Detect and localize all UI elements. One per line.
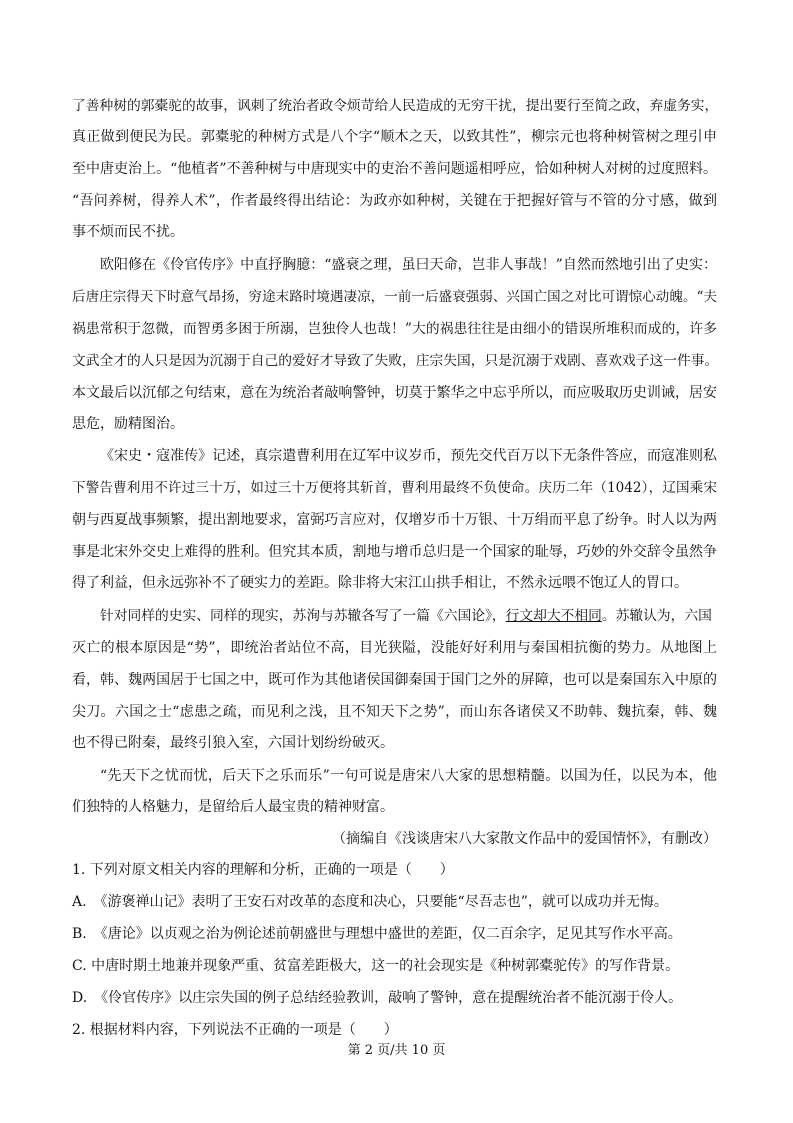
text-line: 尖刀。六国之士“虑患之疏，而见利之浅，且不知天下之势”，而山东各诸侯又不助韩、魏抗秦，韩、魏 xyxy=(72,704,717,720)
text-line: 至中唐吏治上。“他植者”不善种树与中唐现实中的吏治不善问题遥相呼应，恰如种树人对树的过度照料。 xyxy=(72,161,717,177)
text-line: 得了利益，但永远弥补不了硬实力的差距。除非将大宋江山拱手相让，不然永远喂不饱辽人的胃口。 xyxy=(72,575,688,591)
text-line: 祸患常积于忽微，而智勇多困于所溺，岂独伶人也哉！”大的祸患往往是由细小的错误所堆积而成的，许多 xyxy=(72,321,717,337)
text-line: 思危，励精图治。 xyxy=(72,416,184,432)
page-footer: 第 2 页/共 10 页 xyxy=(347,1043,446,1058)
paragraph-start: 《宋史・寇准传》记述，真宗遣曹利用在辽军中议岁币，预先交代百万以下无条件答应，而寇准则私 xyxy=(100,448,717,464)
text-line: 下警告曹利用不许过三十万，如过三十万便将其斩首，曹利用最终不负使命。庆历二年（1042），辽国乘宋 xyxy=(72,480,717,496)
text-segment: 。苏辙认为，六国 xyxy=(601,608,712,624)
paragraph-start: 欧阳修在《伶官传序》中直抒胸臆：“盛衰之理，虽曰天命，岂非人事哉！”自然而然地引出了史实： xyxy=(100,257,717,273)
text-line: 本文最后以沉郁之句结束，意在为统治者敲响警钟，切莫于繁华之中忘乎所以，而应吸取历史训诫，居安 xyxy=(72,385,717,401)
paragraph-start: “先天下之忧而忧，后天下之乐而乐”一句可说是唐宋八大家的思想精髓。以国为任，以民为本，他 xyxy=(100,768,717,784)
option-d: D. 《伶官传序》以庄宗失国的例子总结经验教训，敲响了警钟，意在提醒统治者不能沉溺于伶人。 xyxy=(72,990,683,1006)
text-line: 了善种树的郭橐驼的故事，讽刺了统治者政令烦苛给人民造成的无穷干扰，提出要行至简之政，弃虚务实， xyxy=(72,98,719,114)
source-citation: （摘编自《浅谈唐宋八大家散文作品中的爱国情怀》，有删改） xyxy=(332,831,717,847)
question-2-stem: 2. 根据材料内容，下列说法不正确的一项是（ ） xyxy=(72,1022,398,1038)
option-a: A. 《游褒禅山记》表明了王安石对改革的态度和决心，只要能“尽吾志也”，就可以成功并无悔。 xyxy=(72,894,668,910)
text-line: 后唐庄宗得天下时意气昂扬，穷途末路时境遇凄凉，一前一后盛衰强弱、兴国亡国之对比可谓惊心动魄。“夫 xyxy=(72,289,717,305)
option-b: B. 《唐论》以贞观之治为例论述前朝盛世与理想中盛世的差距，仅二百余字，足见其写作水平高。 xyxy=(72,926,682,942)
text-line: 朝与西夏战事频繁，提出割地要求，富弼巧言应对，仅增岁币十万银、十万绢而平息了纷争。时人以为两 xyxy=(72,512,717,528)
text-segment: 针对同样的史实、同样的现实，苏洵与苏辙各写了一篇《六国论》， xyxy=(100,608,506,624)
text-line: 也不得已附秦，最终引狼入室，六国计划纷纷破灭。 xyxy=(72,735,394,751)
text-line: 看，韩、魏两国居于七国之中，既可作为其他诸侯国御秦国于国门之外的屏障，也可以是秦国东入中原的 xyxy=(72,672,717,688)
text-line: 灭亡的根本原因是“势”，即统治者站位不高，目光狭隘，没能好好利用与秦国相抗衡的势力。从地图上 xyxy=(72,640,717,656)
text-line: “吾问养树，得养人术”，作者最终得出结论：为政亦如种树，关键在于把握好管与不管的分寸感，做到 xyxy=(72,193,717,209)
text-line: 文武全才的人只是因为沉溺于自己的爱好才导致了失败，庄宗失国，只是沉溺于戏剧、喜欢戏子这一件事。 xyxy=(72,353,719,369)
text-line: 事是北宋外交史上难得的胜利。但究其本质，割地与增币总归是一个国家的耻辱，巧妙的外交辞令虽然争 xyxy=(72,544,717,560)
question-1-stem: 1. 下列对原文相关内容的理解和分析，正确的一项是（ ） xyxy=(72,862,454,878)
text-line: 事不烦而民不扰。 xyxy=(72,224,184,240)
text-line: 真正做到便民为民。郭橐驼的种树方式是八个字“顺木之天，以致其性”，柳宗元也将种树管树之理引申 xyxy=(72,129,717,145)
text-line: 们独特的人格魅力，是留给后人最宝贵的精神财富。 xyxy=(72,799,394,815)
option-c: C. 中唐时期土地兼并现象严重、贫富差距极大，这一的社会现实是《种树郭橐驼传》的写作背景。 xyxy=(72,958,680,974)
underlined-phrase: 行文却大不相同 xyxy=(505,608,602,624)
paragraph-start xyxy=(100,606,717,626)
